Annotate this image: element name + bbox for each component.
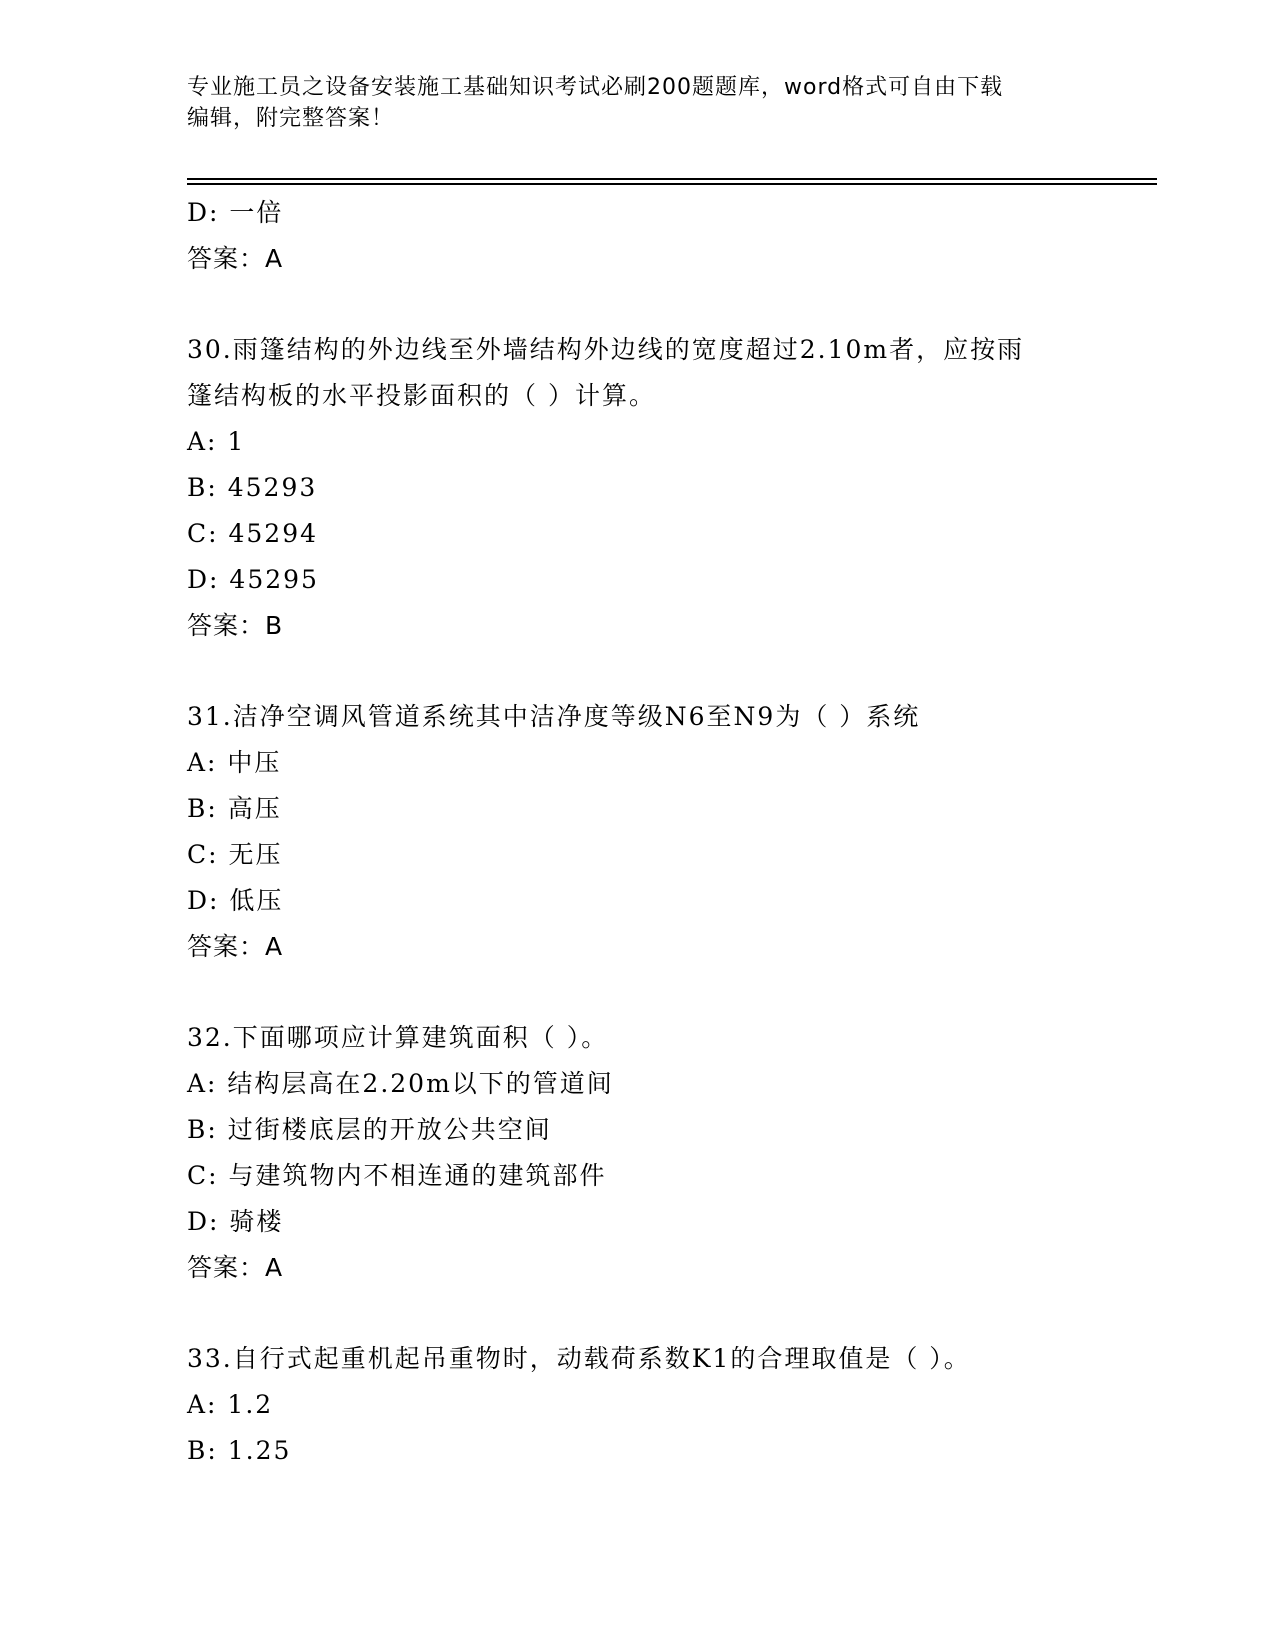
header-divider-top <box>187 178 1157 180</box>
option-a: A: 1 <box>187 427 246 456</box>
question-stem: 31.洁净空调风管道系统其中洁净度等级N6至N9为（ ）系统 <box>187 702 921 731</box>
option-c: C: 无压 <box>187 840 283 869</box>
option-d: D: 一倍 <box>187 198 284 227</box>
option-c: C: 与建筑物内不相连通的建筑部件 <box>187 1161 607 1190</box>
answer-line: 答案：B <box>187 611 284 640</box>
header-title-line2: 编辑，附完整答案！ <box>187 106 395 131</box>
option-b: B: 高压 <box>187 794 282 823</box>
answer-line: 答案：A <box>187 244 284 273</box>
option-a: A: 结构层高在2.20m以下的管道间 <box>187 1069 614 1098</box>
question-content <box>187 190 1087 1474</box>
answer-line: 答案：A <box>187 1253 284 1282</box>
option-b: B: 过街楼底层的开放公共空间 <box>187 1115 552 1144</box>
option-d: D: 45295 <box>187 565 319 594</box>
option-c: C: 45294 <box>187 519 319 548</box>
option-d: D: 低压 <box>187 886 284 915</box>
question-stem: 32.下面哪项应计算建筑面积（ ）。 <box>187 1023 609 1052</box>
question-stem: 30.雨篷结构的外边线至外墙结构外边线的宽度超过2.10m者，应按雨 <box>187 335 1025 364</box>
question-stem-cont: 篷结构板的水平投影面积的（ ）计算。 <box>187 381 656 410</box>
header-title-line1: 专业施工员之设备安装施工基础知识考试必刷200题题库，word格式可自由下载 <box>187 75 1004 100</box>
option-b: B: 1.25 <box>187 1436 292 1465</box>
question-stem: 33.自行式起重机起吊重物时，动载荷系数K1的合理取值是（ ）。 <box>187 1344 971 1373</box>
answer-line: 答案：A <box>187 932 284 961</box>
option-b: B: 45293 <box>187 473 318 502</box>
header-divider-bottom <box>187 183 1157 185</box>
option-d: D: 骑楼 <box>187 1207 284 1236</box>
option-a: A: 1.2 <box>187 1390 274 1419</box>
option-a: A: 中压 <box>187 748 282 777</box>
page-header <box>187 72 1087 134</box>
